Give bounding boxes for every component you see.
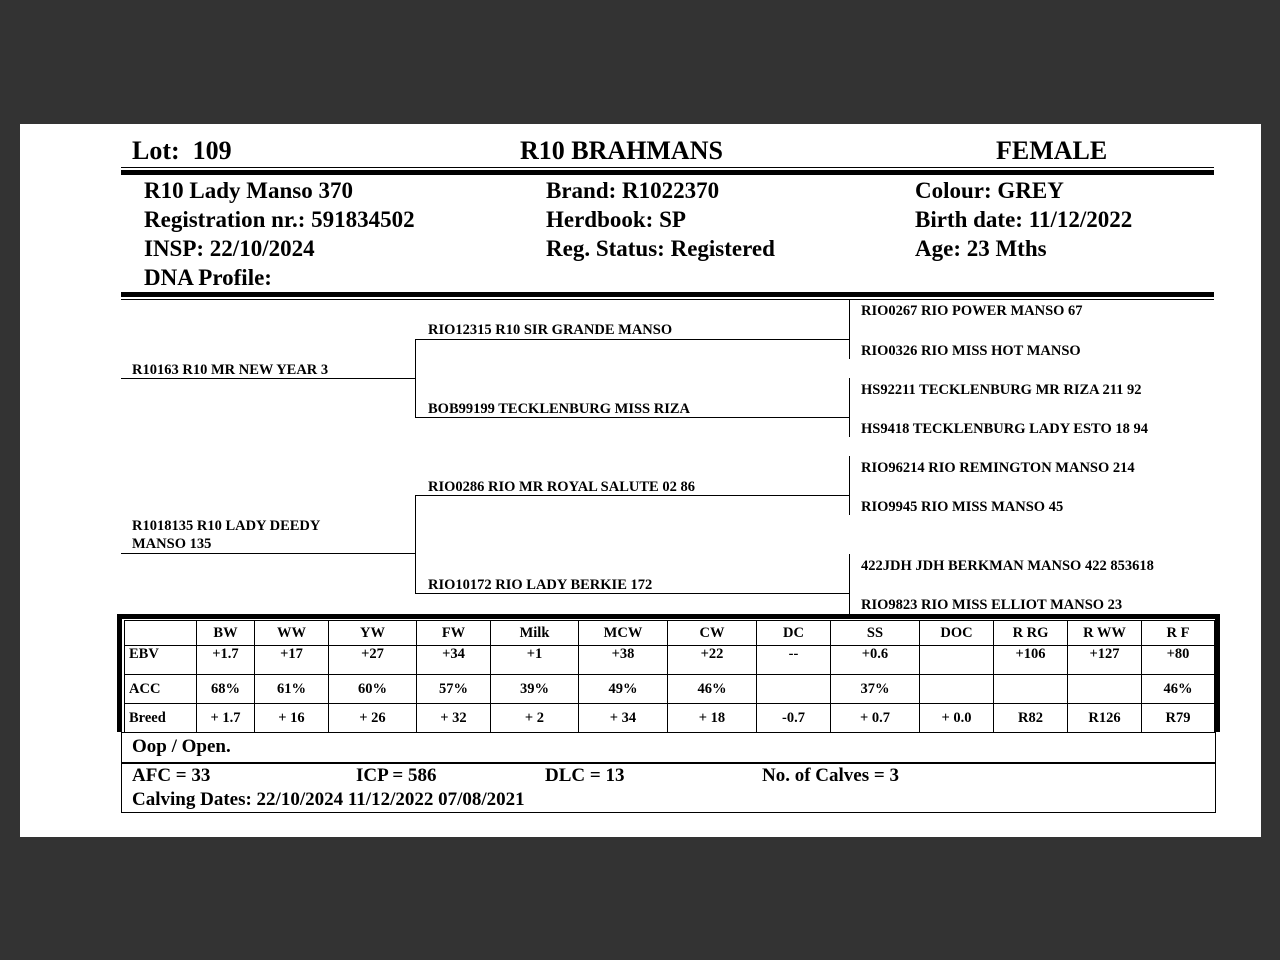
table-cell: + 2 — [491, 704, 579, 733]
pedigree-ssd: RIO0326 RIO MISS HOT MANSO — [861, 343, 1081, 359]
header-cell: DC — [757, 621, 831, 646]
herdbook: Herdbook: SP — [546, 207, 686, 232]
insp-date: INSP: 22/10/2024 — [144, 236, 315, 261]
table-cell: +1.7 — [197, 646, 255, 675]
row-label: ACC — [125, 675, 197, 704]
animal-sex: FEMALE — [996, 136, 1108, 165]
table-cell — [994, 675, 1068, 704]
table-cell — [920, 646, 994, 675]
pedigree-sire-sire: RIO12315 R10 SIR GRANDE MANSO — [428, 322, 673, 338]
table-cell: +22 — [668, 646, 757, 675]
pedigree-dsd: RIO9945 RIO MISS MANSO 45 — [861, 499, 1064, 515]
pedigree-sire-dam: BOB99199 TECKLENBURG MISS RIZA — [428, 401, 690, 417]
pedigree-dam-dam: RIO10172 RIO LADY BERKIE 172 — [428, 577, 653, 593]
table-cell: + 18 — [668, 704, 757, 733]
table-cell: +38 — [579, 646, 668, 675]
dna-profile: DNA Profile: — [144, 265, 272, 290]
table-cell: +0.6 — [831, 646, 920, 675]
table-cell: +27 — [329, 646, 417, 675]
header-cell: R WW — [1068, 621, 1142, 646]
table-cell: + 0.7 — [831, 704, 920, 733]
table-cell: +17 — [255, 646, 329, 675]
table-cell — [757, 675, 831, 704]
pedigree-sss: RIO0267 RIO POWER MANSO 67 — [861, 303, 1083, 319]
pedigree-dam: R1018135 R10 LADY DEEDY MANSO 135 — [132, 518, 321, 552]
info-rule-thin — [121, 299, 1214, 300]
table-cell: 61% — [255, 675, 329, 704]
table-cell: 68% — [197, 675, 255, 704]
table-cell — [920, 675, 994, 704]
animal-name: R10 Lady Manso 370 — [144, 178, 353, 203]
table-rule-top — [117, 614, 1220, 619]
header-cell: R F — [1142, 621, 1215, 646]
pedigree-sire: R10163 R10 MR NEW YEAR 3 — [132, 362, 329, 378]
table-cell: 49% — [579, 675, 668, 704]
dlc-value: DLC = 13 — [545, 765, 625, 786]
status-box — [121, 732, 1216, 764]
table-cell: + 26 — [329, 704, 417, 733]
pedigree-ddd: RIO9823 RIO MISS ELLIOT MANSO 23 — [861, 597, 1123, 613]
header-cell: YW — [329, 621, 417, 646]
table-rule-right — [1215, 614, 1220, 732]
header-cell: BW — [197, 621, 255, 646]
table-cell: R126 — [1068, 704, 1142, 733]
ebv-table — [124, 620, 1215, 733]
pedigree-dam-sire: RIO0286 RIO MR ROYAL SALUTE 02 86 — [428, 479, 695, 495]
header-cell: WW — [255, 621, 329, 646]
calving-dates: Calving Dates: 22/10/2024 11/12/2022 07/08/2021 — [132, 789, 525, 810]
table-cell: +34 — [417, 646, 491, 675]
pedigree-dds: 422JDH JDH BERKMAN MANSO 422 853618 — [861, 558, 1154, 574]
row-label: EBV — [125, 646, 197, 675]
table-cell: + 16 — [255, 704, 329, 733]
afc-value: AFC = 33 — [132, 765, 211, 786]
table-cell: +80 — [1142, 646, 1215, 675]
colour: Colour: GREY — [915, 178, 1064, 203]
table-cell: 46% — [668, 675, 757, 704]
table-cell: 37% — [831, 675, 920, 704]
table-cell: + 1.7 — [197, 704, 255, 733]
table-cell: 60% — [329, 675, 417, 704]
ebv-row — [125, 646, 1215, 675]
header-cell: SS — [831, 621, 920, 646]
breeding-status: Oop / Open. — [132, 736, 231, 757]
ebv-header-row — [125, 621, 1215, 646]
header-cell: MCW — [579, 621, 668, 646]
header-cell: Milk — [491, 621, 579, 646]
table-cell: 46% — [1142, 675, 1215, 704]
header-rule-thick — [121, 170, 1214, 175]
table-cell: 39% — [491, 675, 579, 704]
pedigree-sdd: HS9418 TECKLENBURG LADY ESTO 18 94 — [861, 421, 1148, 437]
row-label: Breed — [125, 704, 197, 733]
icp-value: ICP = 586 — [356, 765, 437, 786]
header-cell: FW — [417, 621, 491, 646]
table-cell: + 0.0 — [920, 704, 994, 733]
table-cell: -- — [757, 646, 831, 675]
age: Age: 23 Mths — [915, 236, 1047, 261]
birth-date: Birth date: 11/12/2022 — [915, 207, 1133, 232]
table-cell: R79 — [1142, 704, 1215, 733]
table-cell — [1068, 675, 1142, 704]
calves-count: No. of Calves = 3 — [762, 765, 899, 786]
brand: Brand: R1022370 — [546, 178, 720, 203]
registration-status: Reg. Status: Registered — [546, 236, 775, 261]
registration-number: Registration nr.: 591834502 — [144, 207, 415, 232]
pedigree-sds: HS92211 TECKLENBURG MR RIZA 211 92 — [861, 382, 1142, 398]
header-cell — [125, 621, 197, 646]
table-cell: + 34 — [579, 704, 668, 733]
table-rule-left — [117, 614, 122, 732]
table-cell: R82 — [994, 704, 1068, 733]
breed-row — [125, 704, 1215, 733]
header-cell: DOC — [920, 621, 994, 646]
pedigree-dss: RIO96214 RIO REMINGTON MANSO 214 — [861, 460, 1135, 476]
table-cell: 57% — [417, 675, 491, 704]
table-cell: + 32 — [417, 704, 491, 733]
table-cell: +1 — [491, 646, 579, 675]
table-cell: +106 — [994, 646, 1068, 675]
lot-number: Lot: 109 — [132, 136, 232, 165]
stud-name: R10 BRAHMANS — [520, 136, 723, 165]
acc-row — [125, 675, 1215, 704]
header-cell: R RG — [994, 621, 1068, 646]
header-cell: CW — [668, 621, 757, 646]
header-rule-thin — [121, 167, 1214, 168]
table-cell: -0.7 — [757, 704, 831, 733]
table-cell: +127 — [1068, 646, 1142, 675]
info-rule-thick — [121, 292, 1214, 297]
